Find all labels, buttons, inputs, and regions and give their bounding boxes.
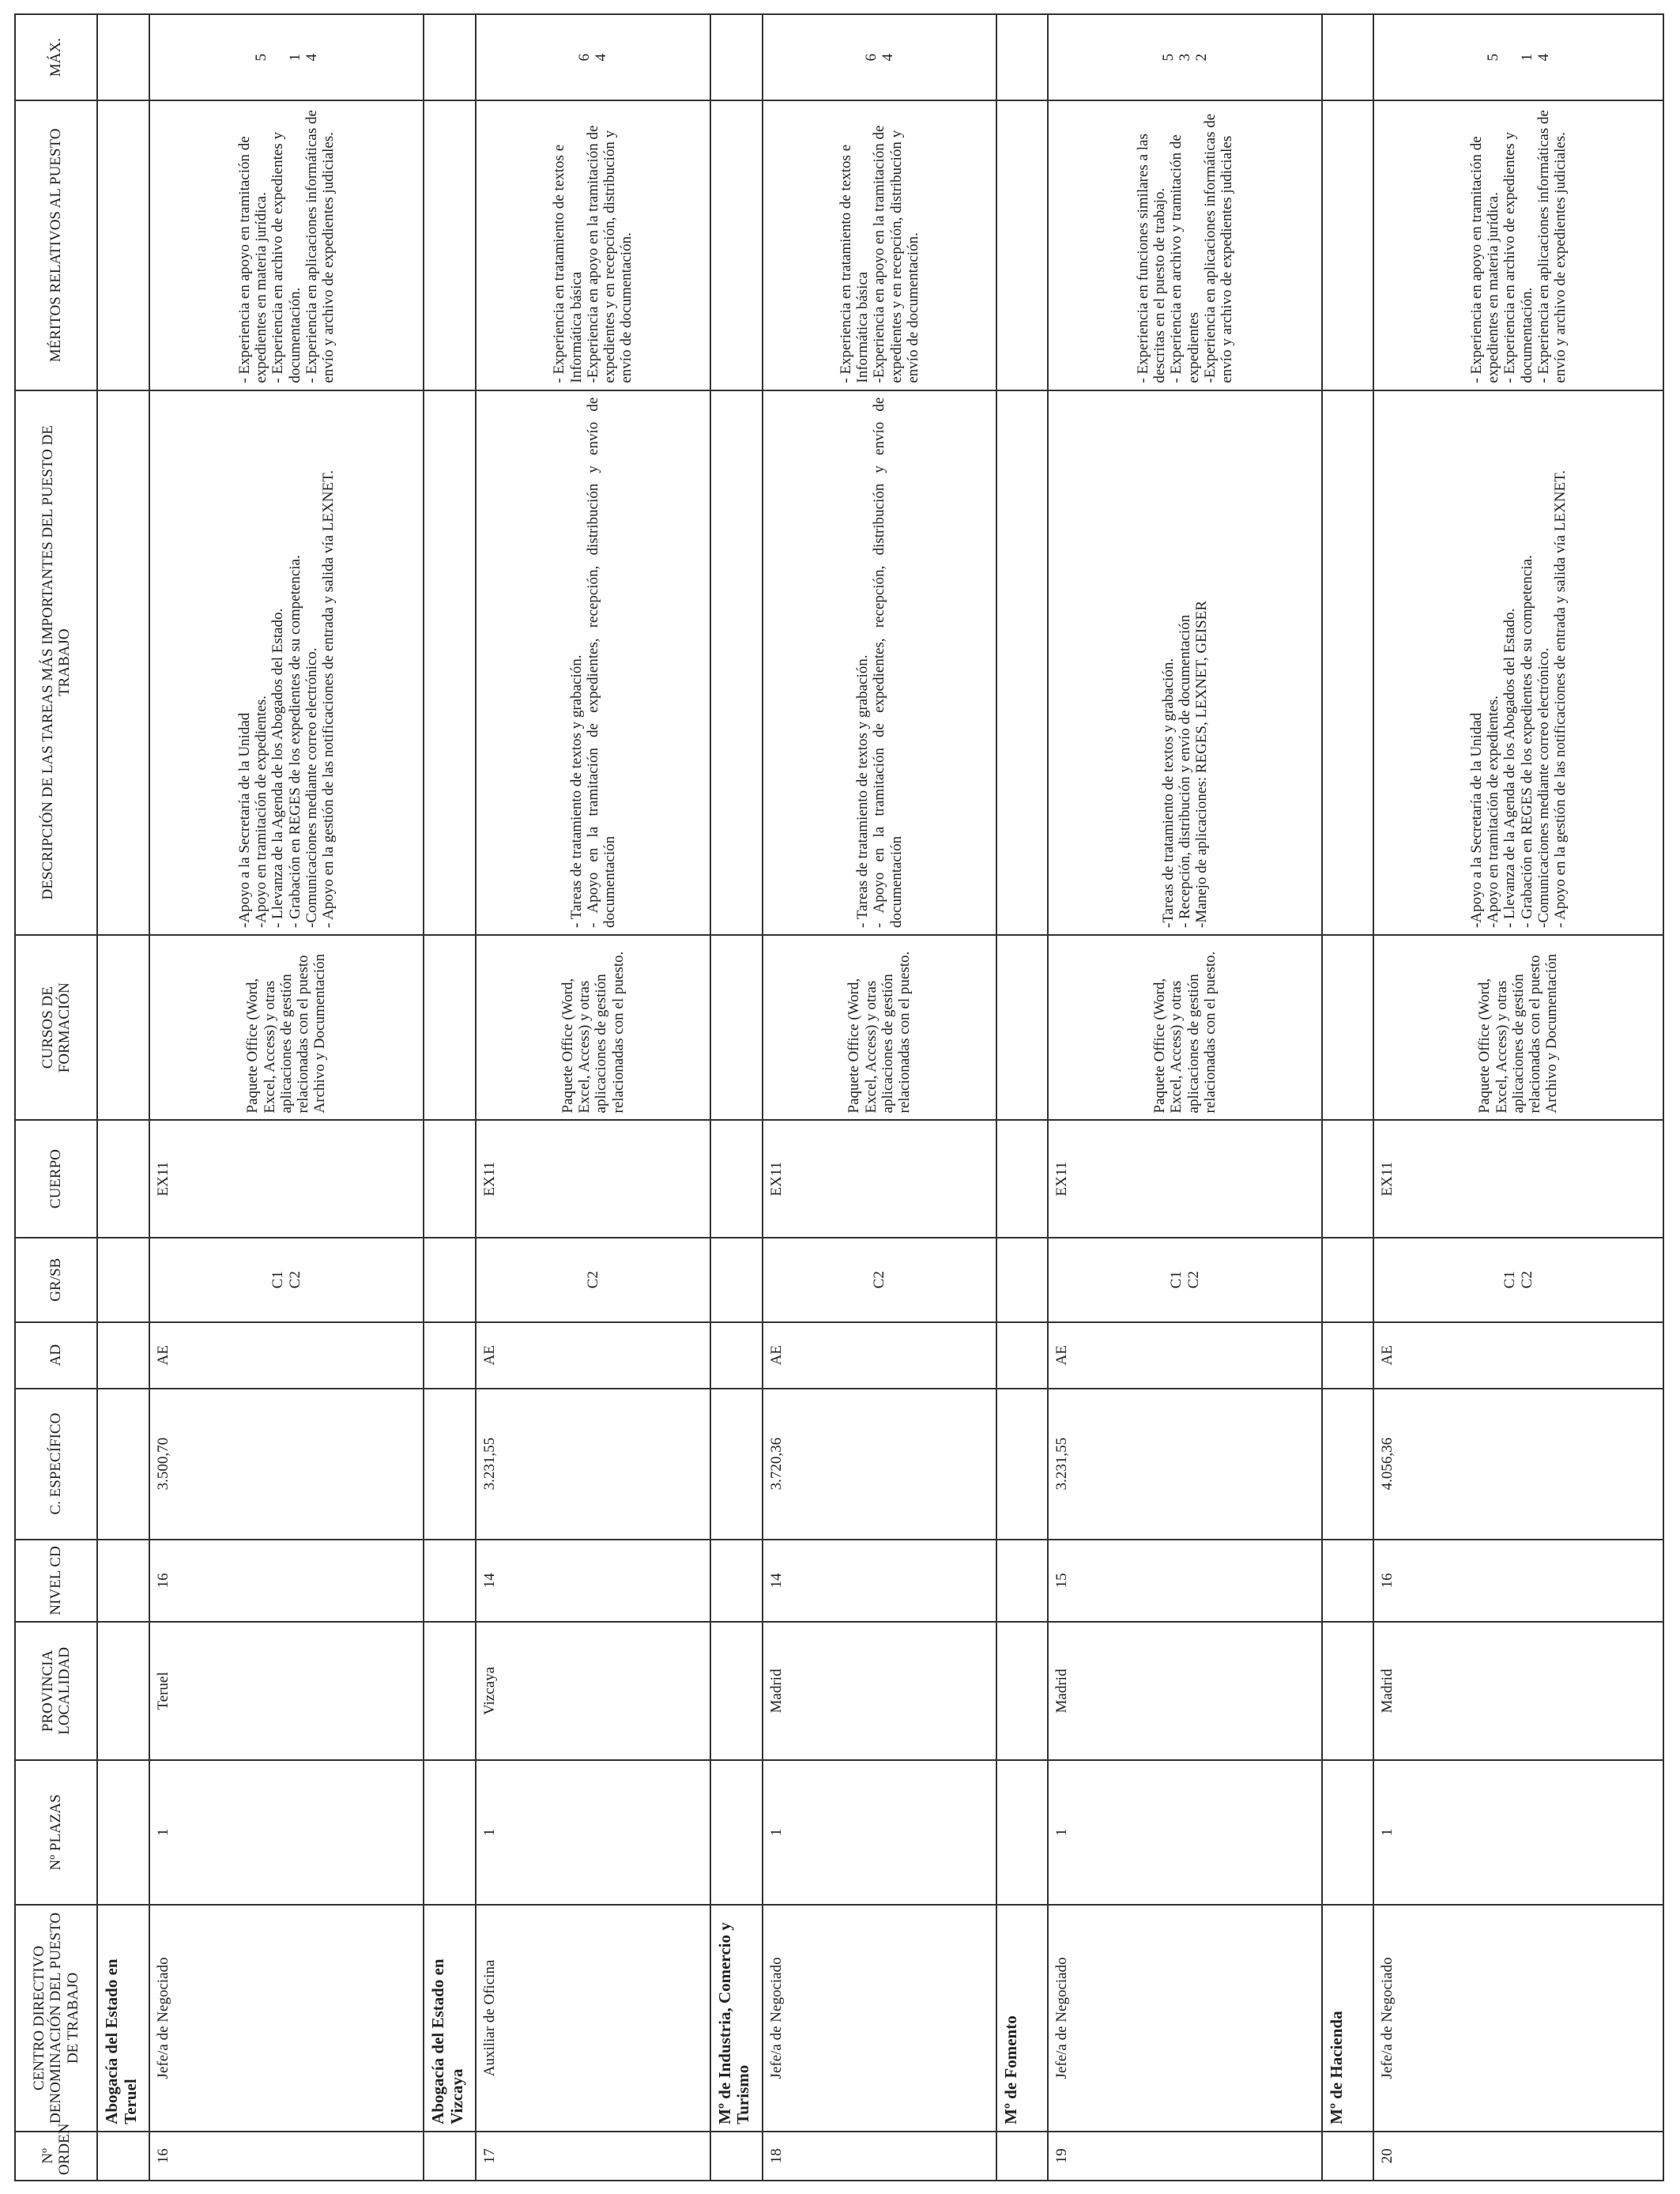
section-empty-cell (97, 100, 149, 390)
section-empty-cell (97, 1389, 149, 1540)
meritos-cell: - Experiencia en tratamiento de textos e Informática básica -Experiencia en apoyo en la tramitación de expedientes y en recepción, distribución y envío de documentación. (476, 100, 710, 390)
position-row (763, 14, 997, 2181)
especifico-cell: 3.231,55 (476, 1389, 710, 1540)
section-empty-cell (1322, 1622, 1373, 1760)
plazas-cell: 1 (476, 1760, 710, 1905)
header-provincia: PROVINCIA LOCALIDAD (15, 1622, 97, 1760)
header-centro: CENTRO DIRECTIVO DENOMINACIÓN DEL PUESTO DE TRABAJO (15, 1905, 97, 2132)
cuerpo-cell: EX11 (763, 1120, 997, 1237)
section-empty-cell (710, 1389, 763, 1540)
header-nivel: NIVEL CD (15, 1540, 97, 1623)
header-ad: AD (15, 1322, 97, 1389)
section-row (996, 14, 1048, 2181)
nivel-cell: 14 (476, 1540, 710, 1623)
job-positions-table (14, 13, 1664, 2181)
section-empty-cell (97, 1120, 149, 1237)
meritos-cell: - Experiencia en apoyo en tramitación de expedientes en materia jurídica. - Experiencia en archivo de expedientes y documentación. - Experiencia en aplicaciones informáticas de envío y archivo de expedientes judiciales. (1373, 100, 1663, 390)
cuerpo-cell: EX11 (1048, 1120, 1322, 1237)
max-cell: 5 3 2 (1048, 14, 1322, 100)
section-empty-cell (710, 1120, 763, 1237)
plazas-cell: 1 (1373, 1760, 1663, 1905)
section-empty-cell (424, 100, 476, 390)
max-cell: 5 1 4 (149, 14, 424, 100)
provincia-cell: Madrid (763, 1622, 997, 1760)
cursos-cell: Paquete Office (Word, Excel, Access) y otras aplicaciones de gestión relacionadas con el puesto. (476, 935, 710, 1121)
grsb-cell: C2 (476, 1238, 710, 1322)
cursos-cell: Paquete Office (Word, Excel, Access) y otras aplicaciones de gestión relacionadas con el puesto Archivo y Documentación (149, 935, 424, 1121)
header-grsb: GR/SB (15, 1238, 97, 1322)
header-max: MÁX. (15, 14, 97, 100)
section-empty-cell (424, 390, 476, 935)
section-empty-cell (710, 1322, 763, 1389)
position-row (1373, 14, 1663, 2181)
nivel-cell: 16 (149, 1540, 424, 1623)
grsb-cell: C1 C2 (1048, 1238, 1322, 1322)
cursos-cell: Paquete Office (Word, Excel, Access) y otras aplicaciones de gestión relacionadas con el puesto. (763, 935, 997, 1121)
section-empty-cell (710, 935, 763, 1121)
section-row (97, 14, 149, 2181)
section-empty-cell (1322, 1120, 1373, 1237)
section-empty-cell (710, 14, 763, 100)
section-empty-cell (424, 1238, 476, 1322)
section-empty-cell (97, 935, 149, 1121)
orden-cell: 18 (763, 2132, 997, 2181)
section-empty-cell (1322, 1322, 1373, 1389)
section-empty-cell (97, 1760, 149, 1905)
header-row (15, 14, 97, 2181)
plazas-cell: 1 (149, 1760, 424, 1905)
especifico-cell: 3.720,36 (763, 1389, 997, 1540)
section-title: Mº de Fomento (996, 1905, 1048, 2132)
header-especifico: C. ESPECÍFICO (15, 1389, 97, 1540)
section-title: Mº de Industria, Comercio y Turismo (710, 1905, 763, 2132)
max-cell: 6 4 (763, 14, 997, 100)
section-empty-cell (996, 14, 1048, 100)
section-empty-cell (1322, 1238, 1373, 1322)
grsb-cell: C1 C2 (149, 1238, 424, 1322)
section-empty-cell (424, 1389, 476, 1540)
ad-cell: AE (476, 1322, 710, 1389)
section-empty-cell (1322, 935, 1373, 1121)
puesto-cell: Jefe/a de Negociado (1373, 1905, 1663, 2132)
section-empty-cell (1322, 390, 1373, 935)
especifico-cell: 3.231,55 (1048, 1389, 1322, 1540)
ad-cell: AE (1373, 1322, 1663, 1389)
section-spacer-cell (1322, 2132, 1373, 2181)
section-empty-cell (710, 100, 763, 390)
meritos-cell: - Experiencia en funciones similares a las descritas en el puesto de trabajo. - Experiencia en archivo y tramitación de expedientes -Experiencia en aplicaciones informáticas de envío y archivo de expedientes judiciales (1048, 100, 1322, 390)
section-empty-cell (97, 1622, 149, 1760)
section-empty-cell (710, 1540, 763, 1623)
section-spacer-cell (97, 2132, 149, 2181)
cuerpo-cell: EX11 (476, 1120, 710, 1237)
section-row (710, 14, 763, 2181)
provincia-cell: Teruel (149, 1622, 424, 1760)
max-cell: 5 1 4 (1373, 14, 1663, 100)
cuerpo-cell: EX11 (149, 1120, 424, 1237)
puesto-cell: Jefe/a de Negociado (149, 1905, 424, 2132)
header-descripcion: DESCRIPCIÓN DE LAS TAREAS MÁS IMPORTANTES DEL PUESTO DE TRABAJO (15, 390, 97, 935)
header-meritos: MÉRITOS RELATIVOS AL PUESTO (15, 100, 97, 390)
plazas-cell: 1 (1048, 1760, 1322, 1905)
section-empty-cell (996, 1622, 1048, 1760)
section-empty-cell (996, 1238, 1048, 1322)
section-empty-cell (1322, 1389, 1373, 1540)
section-empty-cell (424, 935, 476, 1121)
section-empty-cell (996, 390, 1048, 935)
nivel-cell: 14 (763, 1540, 997, 1623)
section-spacer-cell (996, 2132, 1048, 2181)
descripcion-cell: - Tareas de tratamiento de textos y grabación. - Apoyo en la tramitación de expedientes, recepción, distribución y envío de documentación (763, 390, 997, 935)
section-empty-cell (1322, 14, 1373, 100)
header-plazas: Nº PLAZAS (15, 1760, 97, 1905)
puesto-cell: Auxiliar de Oficina (476, 1905, 710, 2132)
section-spacer-cell (710, 2132, 763, 2181)
descripcion-cell: - Tareas de tratamiento de textos y grabación. - Apoyo en la tramitación de expedientes, recepción, distribución y envío de documentación (476, 390, 710, 935)
section-empty-cell (996, 935, 1048, 1121)
section-empty-cell (710, 390, 763, 935)
section-empty-cell (424, 1540, 476, 1623)
section-empty-cell (424, 1760, 476, 1905)
descripcion-cell: -Apoyo a la Secretaría de la Unidad -Apoyo en tramitación de expedientes. - Llevanza de la Agenda de los Abogados del Estado. - Grabación en REGES de los expedientes de su competencia. -Comunicaciones mediante correo electrónico. - Apoyo en la gestión de las notificaciones de entrada y salida vía LEXNET. (149, 390, 424, 935)
section-empty-cell (710, 1238, 763, 1322)
max-cell: 6 4 (476, 14, 710, 100)
section-empty-cell (97, 390, 149, 935)
position-row (476, 14, 710, 2181)
position-row (149, 14, 424, 2181)
section-empty-cell (97, 14, 149, 100)
orden-cell: 17 (476, 2132, 710, 2181)
nivel-cell: 16 (1373, 1540, 1663, 1623)
header-cursos: CURSOS DE FORMACIÓN (15, 935, 97, 1121)
section-empty-cell (996, 1760, 1048, 1905)
section-row (424, 14, 476, 2181)
puesto-cell: Jefe/a de Negociado (1048, 1905, 1322, 2132)
provincia-cell: Madrid (1048, 1622, 1322, 1760)
orden-cell: 16 (149, 2132, 424, 2181)
section-empty-cell (996, 1120, 1048, 1237)
section-row (1322, 14, 1373, 2181)
section-empty-cell (424, 1622, 476, 1760)
section-empty-cell (996, 1389, 1048, 1540)
section-empty-cell (1322, 100, 1373, 390)
section-empty-cell (424, 1322, 476, 1389)
section-title: Mº de Hacienda (1322, 1905, 1373, 2132)
provincia-cell: Vizcaya (476, 1622, 710, 1760)
grsb-cell: C2 (763, 1238, 997, 1322)
nivel-cell: 15 (1048, 1540, 1322, 1623)
meritos-cell: - Experiencia en tratamiento de textos e Informática básica -Experiencia en apoyo en la tramitación de expedientes y en recepción, distribución y envío de documentación. (763, 100, 997, 390)
plazas-cell: 1 (763, 1760, 997, 1905)
header-orden: Nº ORDEN (15, 2132, 97, 2181)
puesto-cell: Jefe/a de Negociado (763, 1905, 997, 2132)
section-title: Abogacía del Estado en Vizcaya (424, 1905, 476, 2132)
orden-cell: 19 (1048, 2132, 1322, 2181)
ad-cell: AE (149, 1322, 424, 1389)
header-cuerpo: CUERPO (15, 1120, 97, 1237)
section-empty-cell (1322, 1540, 1373, 1623)
descripcion-cell: -Tareas de tratamiento de textos y grabación. - Recepción, distribución y envío de documentación -Manejo de aplicaciones: REGES, LEXNET, GEISER (1048, 390, 1322, 935)
section-empty-cell (1322, 1760, 1373, 1905)
section-empty-cell (710, 1760, 763, 1905)
cursos-cell: Paquete Office (Word, Excel, Access) y otras aplicaciones de gestión relacionadas con el puesto. (1048, 935, 1322, 1121)
ad-cell: AE (1048, 1322, 1322, 1389)
provincia-cell: Madrid (1373, 1622, 1663, 1760)
ad-cell: AE (763, 1322, 997, 1389)
section-empty-cell (97, 1540, 149, 1623)
position-row (1048, 14, 1322, 2181)
cuerpo-cell: EX11 (1373, 1120, 1663, 1237)
section-empty-cell (97, 1322, 149, 1389)
section-empty-cell (710, 1622, 763, 1760)
grsb-cell: C1 C2 (1373, 1238, 1663, 1322)
section-empty-cell (996, 100, 1048, 390)
meritos-cell: - Experiencia en apoyo en tramitación de expedientes en materia jurídica. - Experiencia en archivo de expedientes y documentación. - Experiencia en aplicaciones informáticas de envío y archivo de expedientes judiciales. (149, 100, 424, 390)
section-empty-cell (97, 1238, 149, 1322)
section-empty-cell (996, 1540, 1048, 1623)
descripcion-cell: -Apoyo a la Secretaría de la Unidad -Apoyo en tramitación de expedientes. - Llevanza de la Agenda de los Abogados del Estado. - Grabación en REGES de los expedientes de su competencia. -Comunicaciones mediante correo electrónico. - Apoyo en la gestión de las notificaciones de entrada y salida vía LEXNET. (1373, 390, 1663, 935)
section-spacer-cell (424, 2132, 476, 2181)
orden-cell: 20 (1373, 2132, 1663, 2181)
especifico-cell: 4.056,36 (1373, 1389, 1663, 1540)
section-empty-cell (996, 1322, 1048, 1389)
especifico-cell: 3.500,70 (149, 1389, 424, 1540)
section-title: Abogacía del Estado en Teruel (97, 1905, 149, 2132)
section-empty-cell (424, 14, 476, 100)
section-empty-cell (424, 1120, 476, 1237)
cursos-cell: Paquete Office (Word, Excel, Access) y otras aplicaciones de gestión relacionadas con el puesto Archivo y Documentación (1373, 935, 1663, 1121)
